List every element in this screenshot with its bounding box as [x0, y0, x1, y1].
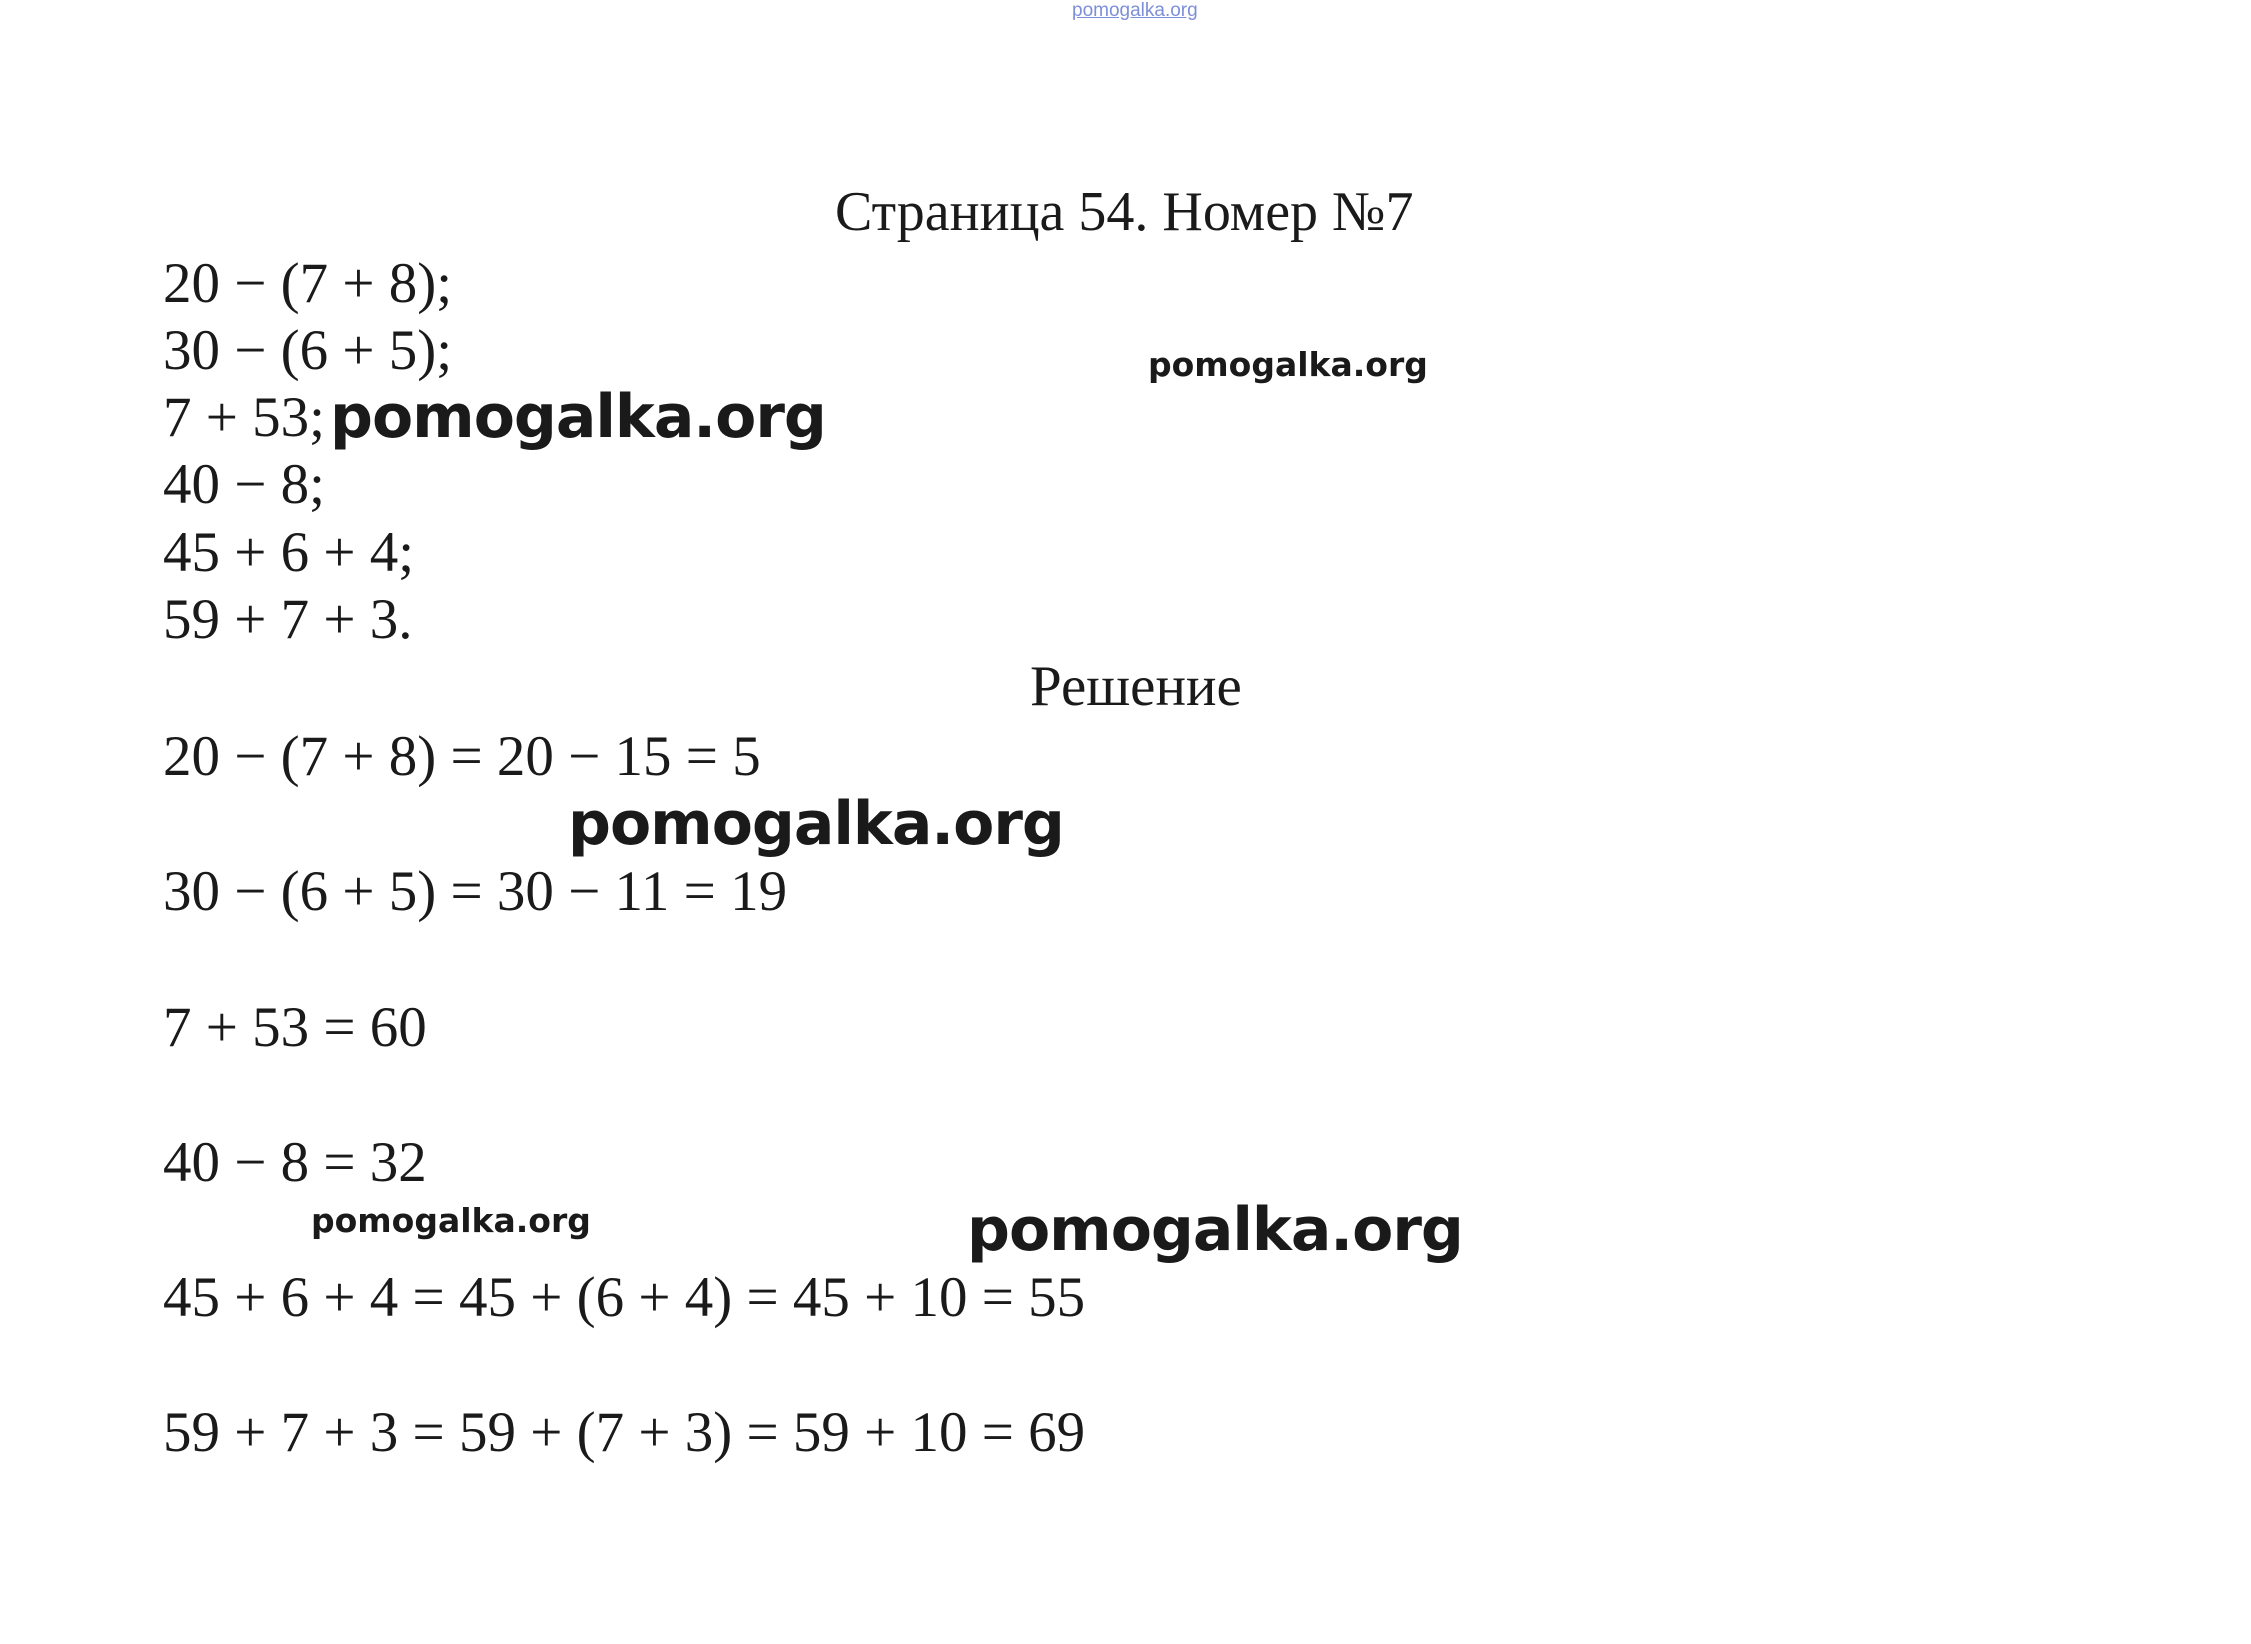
solution-line-3: 7 + 53 = 60	[163, 996, 427, 1059]
solution-line-4: 40 − 8 = 32	[163, 1131, 427, 1194]
watermark-5: pomogalka.org	[967, 1195, 1463, 1265]
site-link[interactable]: pomogalka.org	[1072, 0, 1198, 21]
watermark-1: pomogalka.org	[1148, 345, 1428, 384]
watermark-3: pomogalka.org	[568, 789, 1064, 859]
problem-line-2: 30 − (6 + 5);	[163, 319, 453, 382]
solution-line-2: 30 − (6 + 5) = 30 − 11 = 19	[163, 860, 788, 923]
solution-line-6: 59 + 7 + 3 = 59 + (7 + 3) = 59 + 10 = 69	[163, 1401, 1086, 1464]
solution-heading: Решение	[1030, 655, 1242, 718]
problem-line-4: 40 − 8;	[163, 453, 325, 516]
watermark-4: pomogalka.org	[311, 1201, 591, 1240]
solution-line-1: 20 − (7 + 8) = 20 − 15 = 5	[163, 725, 761, 788]
problem-line-5: 45 + 6 + 4;	[163, 521, 415, 584]
watermark-2: pomogalka.org	[330, 382, 826, 452]
page-title: Страница 54. Номер №7	[835, 181, 1414, 243]
problem-line-3: 7 + 53;	[163, 386, 325, 449]
problem-line-6: 59 + 7 + 3.	[163, 588, 413, 651]
problem-line-1: 20 − (7 + 8);	[163, 252, 453, 315]
solution-line-5: 45 + 6 + 4 = 45 + (6 + 4) = 45 + 10 = 55	[163, 1266, 1086, 1329]
